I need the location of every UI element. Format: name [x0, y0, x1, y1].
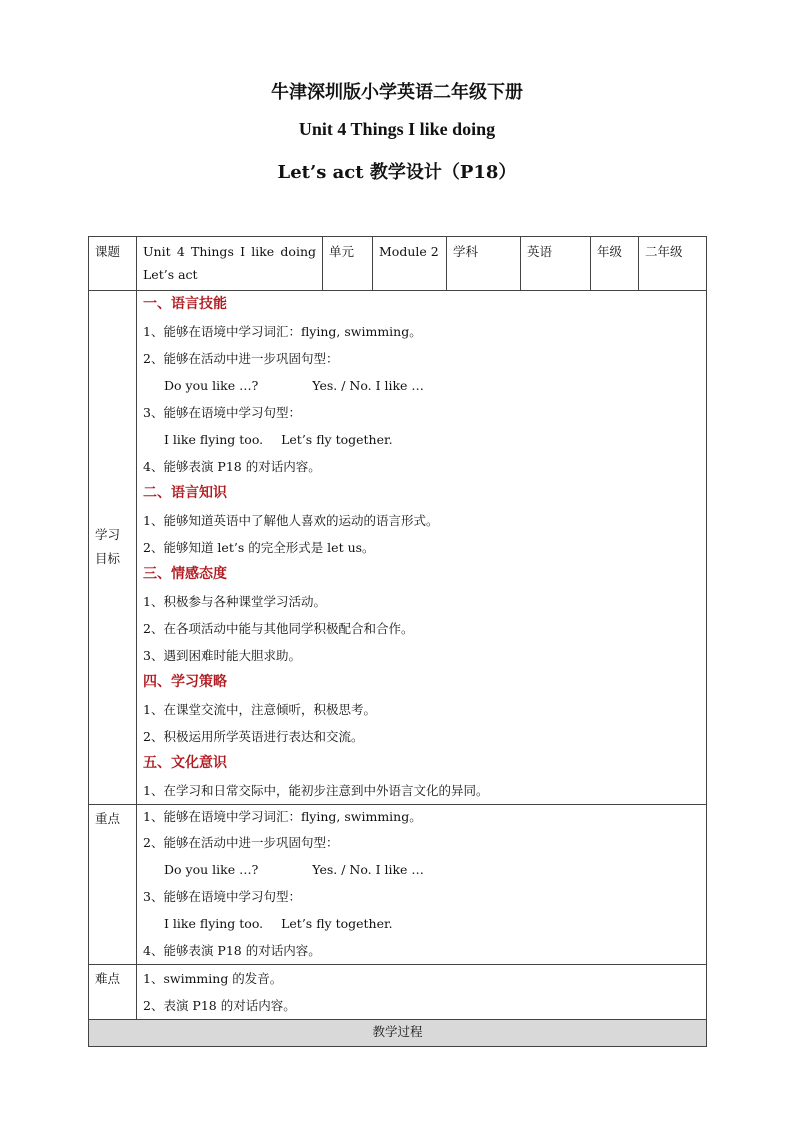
pattern-sentence: I like flying too. [164, 432, 264, 447]
goal-item: 1、能够知道英语中了解他人喜欢的运动的语言形式。 [143, 513, 439, 528]
sentence-pattern [143, 910, 700, 937]
goal-item: 3、遇到困难时能大胆求助。 [143, 648, 301, 663]
section-attitude: 三、情感态度 [143, 566, 227, 582]
goals-label-line1: 学习 [95, 526, 121, 542]
goal-item: 2、在各项活动中能与其他同学积极配合和合作。 [143, 621, 414, 636]
goal-item: 3、能够在语境中学习句型： [143, 405, 301, 420]
pattern-sentence: I like flying too. [164, 916, 264, 931]
section-cultural-awareness: 五、文化意识 [143, 755, 227, 771]
info-row [89, 237, 707, 291]
section-language-knowledge: 二、语言知识 [143, 485, 227, 501]
topic-value-line1: Unit 4 Things I like doing [143, 244, 316, 259]
topic-value [137, 237, 323, 291]
sentence-pattern [143, 372, 700, 399]
unit-value: Module 2 [373, 237, 447, 291]
section-learning-strategy: 四、学习策略 [143, 674, 227, 690]
key-point-item: 1、能够在语境中学习词汇：flying, swimming。 [143, 809, 422, 824]
goal-item: 4、能够表演 P18 的对话内容。 [143, 459, 321, 474]
goals-label [89, 291, 137, 805]
subject-label: 学科 [447, 237, 521, 291]
sentence-pattern [143, 426, 700, 453]
pattern-question: Do you like …? [164, 378, 259, 393]
key-point-item: 4、能够表演 P18 的对话内容。 [143, 943, 321, 958]
difficulty-item: 1、swimming 的发音。 [143, 971, 283, 986]
difficulties-label: 难点 [89, 965, 137, 1020]
goals-row [89, 291, 707, 805]
goal-item: 2、能够在活动中进一步巩固句型： [143, 351, 339, 366]
goal-item: 1、能够在语境中学习词汇：flying, swimming。 [143, 324, 422, 339]
key-points-content [137, 805, 707, 965]
document-title: 牛津深圳版小学英语二年级下册 [271, 82, 523, 103]
pattern-sentence: Let’s fly together. [281, 432, 393, 447]
unit-label: 单元 [323, 237, 373, 291]
pattern-answer: Yes. / No. I like … [312, 862, 424, 877]
key-point-item: 2、能够在活动中进一步巩固句型： [143, 835, 339, 850]
difficulties-content [137, 965, 707, 1020]
topic-label: 课题 [89, 237, 137, 291]
lesson-plan-table [88, 236, 707, 1047]
topic-value-line2: Let’s act [143, 267, 198, 282]
goal-item: 2、能够知道 let’s 的完全形式是 let us。 [143, 540, 375, 555]
process-header: 教学过程 [89, 1020, 707, 1047]
pattern-sentence: Let’s fly together. [281, 916, 393, 931]
grade-label: 年级 [591, 237, 639, 291]
key-points-row [89, 805, 707, 965]
goal-item: 2、积极运用所学英语进行表达和交流。 [143, 729, 364, 744]
section-language-skills: 一、语言技能 [143, 296, 227, 312]
goals-content [137, 291, 707, 805]
sentence-pattern [143, 856, 700, 883]
goal-item: 1、在学习和日常交际中，能初步注意到中外语言文化的异同。 [143, 783, 489, 798]
difficulty-item: 2、表演 P18 的对话内容。 [143, 998, 296, 1013]
pattern-answer: Yes. / No. I like … [312, 378, 424, 393]
subject-value: 英语 [521, 237, 591, 291]
unit-title: Unit 4 Things I like doing [298, 119, 496, 139]
key-points-label: 重点 [89, 805, 137, 965]
difficulties-row [89, 965, 707, 1020]
goal-item: 1、在课堂交流中，注意倾听，积极思考。 [143, 702, 376, 717]
grade-value: 二年级 [639, 237, 707, 291]
process-row [89, 1020, 707, 1047]
lesson-title: Let’s act 教学设计（P18） [277, 162, 517, 183]
goals-label-line2: 目标 [95, 550, 121, 566]
pattern-question: Do you like …? [164, 862, 259, 877]
key-point-item: 3、能够在语境中学习句型： [143, 889, 301, 904]
goal-item: 1、积极参与各种课堂学习活动。 [143, 594, 326, 609]
